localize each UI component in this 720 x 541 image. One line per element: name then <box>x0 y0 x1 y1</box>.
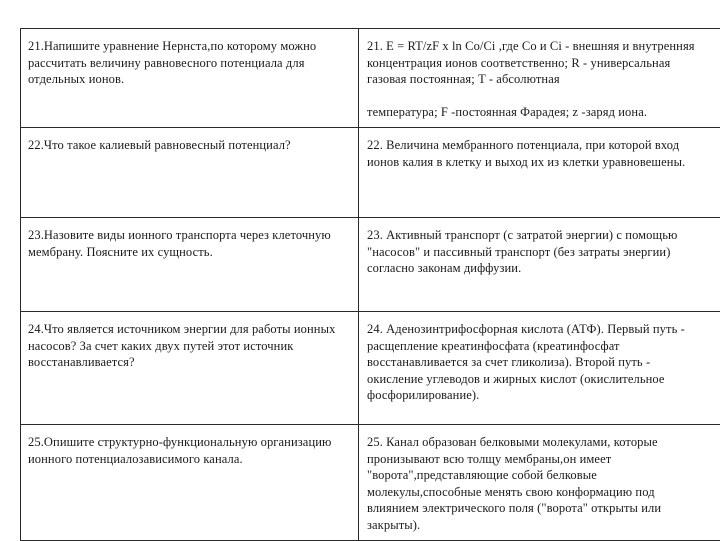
answer-cell: 23. Активный транспорт (с затратой энергии) с помощью "насосов" и пассивный транспорт (без затраты энергии) согласно законам диффузии. <box>359 218 720 312</box>
table-row <box>21 312 720 425</box>
answer-cell: 25. Канал образован белковыми молекулами, которые пронизывают всю толщу мембраны,он имеет "ворота",представляющие собой белковые молекулы,способные менять свою конформацию под влиянием электрического поля ("ворота" открыты или закрыты). <box>359 425 720 541</box>
answer-cell: 22. Величина мембранного потенциала, при которой вход ионов калия в клетку и выход их из клетки уравновешены. <box>359 128 720 218</box>
table-row <box>21 425 720 541</box>
answer-cell: 24. Аденозинтрифосфорная кислота (АТФ). Первый путь - расщепление креатинфосфата (креатинфосфат восстанавливается за счет гликолиза). Второй путь - окисление углеводов и жирных кислот (окислительное фосфорилирование). <box>359 312 720 425</box>
table-row <box>21 29 720 128</box>
table-row <box>21 218 720 312</box>
question-cell: 25.Опишите структурно-функциональную организацию ионного потенциалозависимого канала. <box>21 425 359 541</box>
question-cell: 22.Что такое калиевый равновесный потенциал? <box>21 128 359 218</box>
question-cell: 23.Назовите виды ионного транспорта через клеточную мембрану. Поясните их сущность. <box>21 218 359 312</box>
table-row <box>21 128 720 218</box>
qa-table <box>20 28 720 541</box>
answer-cell <box>359 29 720 128</box>
answer-text-continued: температура; F -постоянная Фарадея; z -заряд иона. <box>367 104 703 121</box>
answer-text: 21. E = RT/zF x ln Co/Ci ,где Co и Ci - внешняя и внутренняя концентрация ионов соответственно; R - универсальная газовая постоянная; T - абсолютная <box>367 39 695 86</box>
question-cell: 21.Напишите уравнение Нернста,по которому можно рассчитать величину равновесного потенциала для отдельных ионов. <box>21 29 359 128</box>
question-cell: 24.Что является источником энергии для работы ионных насосов? За счет каких двух путей этот источник восстанавливается? <box>21 312 359 425</box>
